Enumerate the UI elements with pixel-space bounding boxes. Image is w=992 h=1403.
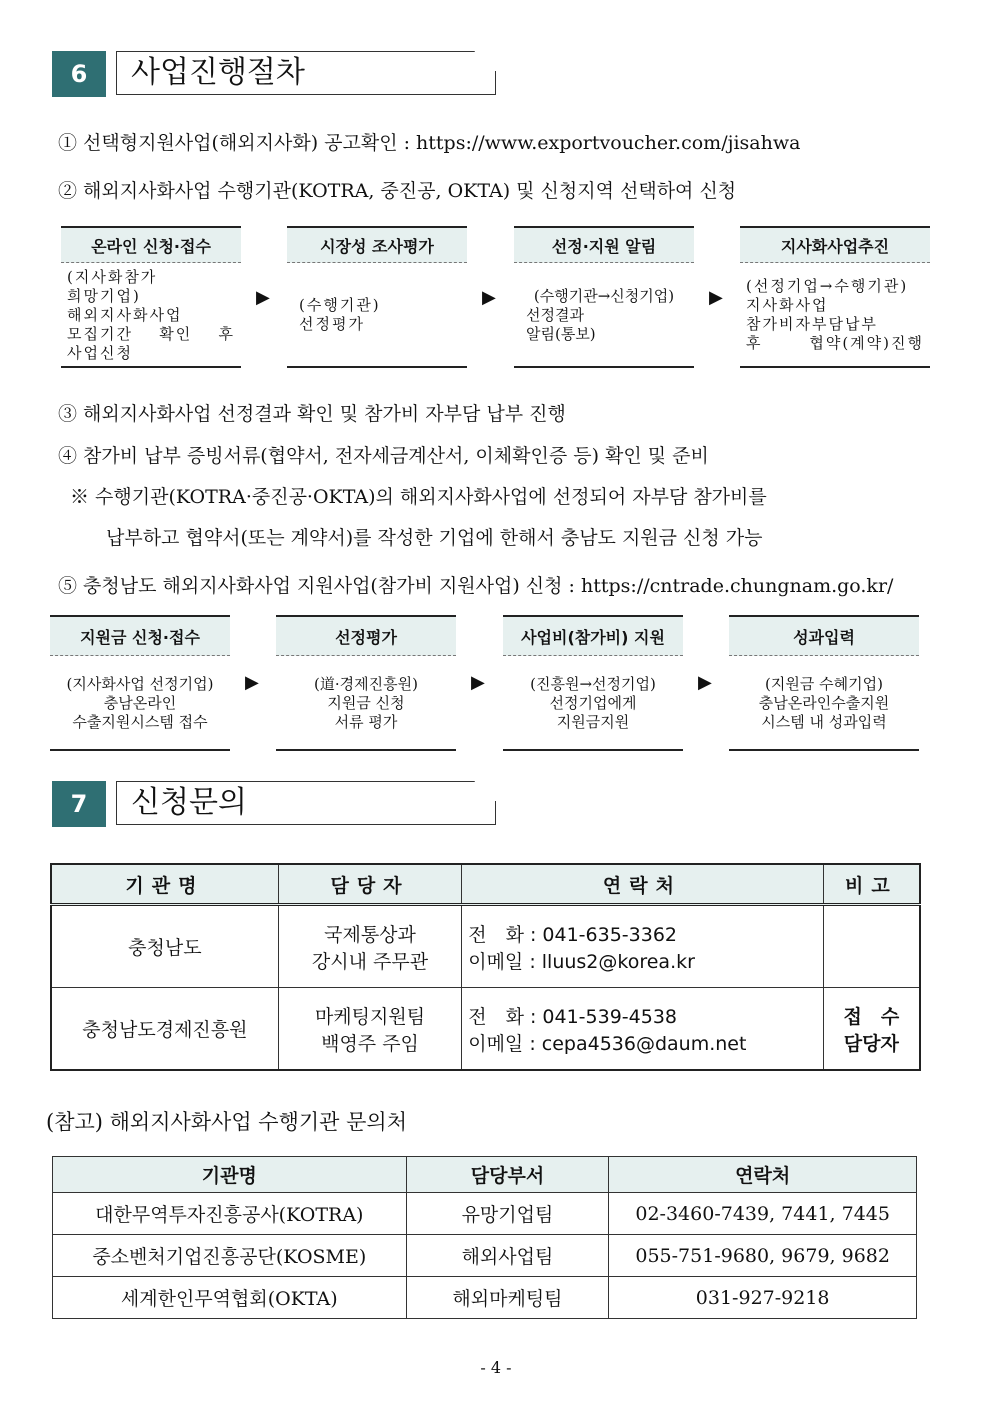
flow-line: (수행기관→신청기업) [533, 286, 675, 305]
flow1-box-3 [514, 226, 694, 368]
person-dept: 국제통상과 [324, 923, 416, 946]
step-1: ① 선택형지원사업(해외지사화) 공고확인 : https://www.exportvoucher.com/jisahwa [58, 132, 801, 154]
contact-cell [462, 905, 823, 988]
org-cell: 충청남도 [51, 905, 278, 988]
flow-line: (진흥원→선정기업) [530, 674, 656, 693]
flow-body [514, 263, 694, 367]
phone-text: 전 화 : 041-635-3362 [468, 923, 678, 946]
reference-table [52, 1156, 917, 1319]
person-cell [278, 988, 461, 1071]
person-name: 백영주 주임 [321, 1032, 419, 1055]
flow-line: 알림(통보) [526, 324, 596, 343]
flow-head: 성과입력 [729, 617, 919, 656]
flow-line: 선정기업에게 [549, 693, 637, 712]
reference-title: (참고) 해외지사화사업 수행기관 문의처 [46, 1110, 407, 1134]
section-6-header [52, 51, 496, 97]
flow-body [287, 263, 467, 367]
flow-body [503, 656, 683, 750]
note-cell [823, 988, 920, 1071]
arrow-right-icon: ▶ [698, 672, 712, 693]
section-number: 7 [52, 781, 106, 827]
arrow-right-icon: ▶ [482, 287, 496, 308]
email-text: 이메일 : cepa4536@daum.net [468, 1032, 747, 1055]
table-row [53, 1235, 917, 1277]
section-title: 신청문의 [131, 785, 247, 820]
flow2-box-3 [503, 615, 683, 751]
org-cell: 충청남도경제진흥원 [51, 988, 278, 1071]
flow-line: 선정결과 [526, 305, 584, 324]
flow-line: 지원금지원 [556, 712, 630, 731]
flow1-box-4 [740, 226, 930, 368]
table-header-row [51, 864, 920, 905]
table-cell: 해외마케팅팀 [406, 1277, 609, 1319]
table-cell: 해외사업팀 [406, 1235, 609, 1277]
flow-line: 후 협약(계약)진행 [746, 334, 924, 352]
table-cell: 유망기업팀 [406, 1193, 609, 1235]
flow-line: 시스템 내 성과입력 [761, 712, 887, 731]
note-cell [823, 905, 920, 988]
note-line-2: 납부하고 협약서(또는 계약서)를 작성한 기업에 한해서 충남도 지원금 신청 가능 [106, 527, 763, 549]
flow2-box-4 [729, 615, 919, 751]
flow-line: 충남온라인 [103, 693, 177, 712]
flow-head: 사업비(참가비) 지원 [503, 617, 683, 656]
flow2-box-1 [50, 615, 230, 751]
note-text: 담당자 [843, 1032, 899, 1055]
section-7-header [52, 781, 496, 827]
column-header: 기관명 [53, 1157, 407, 1193]
flow-head: 지원금 신청·접수 [50, 617, 230, 656]
flow-head: 선정평가 [276, 617, 456, 656]
table-row [51, 988, 920, 1071]
email-text: 이메일 : lluus2@korea.kr [468, 950, 695, 973]
person-cell [278, 905, 461, 988]
flow-line: 선정평가 [299, 315, 365, 333]
flow-line: 수출지원시스템 접수 [72, 712, 208, 731]
column-header: 비고 [823, 864, 920, 905]
section-title: 사업진행절차 [131, 55, 305, 90]
person-name: 강시내 주무관 [311, 950, 429, 973]
flow-body [61, 263, 241, 367]
flow-line: (선정기업→수행기관) [746, 277, 909, 295]
flow-body [276, 656, 456, 750]
section-title-box [116, 51, 496, 95]
table-cell: 세계한인무역협회(OKTA) [53, 1277, 407, 1319]
contact-cell [462, 988, 823, 1071]
table-cell: 055-751-9680, 9679, 9682 [609, 1235, 917, 1277]
person-dept: 마케팅지원팀 [314, 1005, 426, 1028]
flow-head: 시장성 조사평가 [287, 228, 467, 263]
flow-line: 희망기업) [67, 286, 141, 305]
flow-head: 온라인 신청·접수 [61, 228, 241, 263]
note-line-1: ※ 수행기관(KOTRA·중진공·OKTA)의 해외지사화사업에 선정되어 자부담 참가비를 [70, 486, 767, 508]
flow-line: 서류 평가 [334, 712, 398, 731]
folded-corner-icon [472, 51, 496, 71]
flow-line: (수행기관) [299, 296, 381, 314]
step-2: ② 해외지사화사업 수행기관(KOTRA, 중진공, OKTA) 및 신청지역 선택하여 신청 [58, 180, 737, 202]
flow1-box-1 [61, 226, 241, 368]
flow-body [729, 656, 919, 750]
note-text: 접 수 [843, 1005, 900, 1028]
flow-line: (지사화참가 [67, 267, 158, 286]
section-title-box [116, 781, 496, 825]
flow-line: 해외지사화사업 [67, 305, 183, 324]
folded-corner-icon [472, 781, 496, 801]
table-header-row [53, 1157, 917, 1193]
flow-line: 지사화사업 [746, 296, 829, 314]
arrow-right-icon: ▶ [256, 287, 270, 308]
table-cell: 중소벤처기업진흥공단(KOSME) [53, 1235, 407, 1277]
contact-table [50, 863, 921, 1071]
section-number: 6 [52, 51, 106, 97]
flow-line: 참가비자부담납부 [746, 315, 878, 333]
flow-line: 지원금 신청 [327, 693, 405, 712]
step-3: ③ 해외지사화사업 선정결과 확인 및 참가비 자부담 납부 진행 [58, 403, 566, 425]
table-row [53, 1277, 917, 1319]
column-header: 담당부서 [406, 1157, 609, 1193]
flow-head: 선정·지원 알림 [514, 228, 694, 263]
flow-line: 사업신청 [67, 343, 133, 362]
table-row [53, 1193, 917, 1235]
step-4: ④ 참가비 납부 증빙서류(협약서, 전자세금계산서, 이체확인증 등) 확인 및 준비 [58, 445, 709, 467]
arrow-right-icon: ▶ [471, 672, 485, 693]
flow-body [50, 656, 230, 750]
table-row [51, 905, 920, 988]
flow-line: (지사화사업 선정기업) [66, 674, 214, 693]
page-number: - 4 - [480, 1358, 512, 1377]
table-cell: 대한무역투자진흥공사(KOTRA) [53, 1193, 407, 1235]
flow-line: (道·경제진흥원) [314, 674, 418, 693]
flow-body [740, 263, 930, 367]
column-header: 연락처 [462, 864, 823, 905]
arrow-right-icon: ▶ [245, 672, 259, 693]
step-5: ⑤ 충청남도 해외지사화사업 지원사업(참가비 지원사업) 신청 : https://cntrade.chungnam.go.kr/ [58, 575, 894, 597]
table-cell: 031-927-9218 [609, 1277, 917, 1319]
arrow-right-icon: ▶ [709, 287, 723, 308]
flow-line: (지원금 수혜기업) [765, 674, 883, 693]
flow-head: 지사화사업추진 [740, 228, 930, 263]
flow-line: 모집기간 확인 후 [67, 324, 235, 343]
column-header: 연락처 [609, 1157, 917, 1193]
flow1-box-2 [287, 226, 467, 368]
table-cell: 02-3460-7439, 7441, 7445 [609, 1193, 917, 1235]
phone-text: 전 화 : 041-539-4538 [468, 1005, 678, 1028]
flow-line: 충남온라인수출지원 [758, 693, 890, 712]
column-header: 담당자 [278, 864, 461, 905]
flow2-box-2 [276, 615, 456, 751]
column-header: 기관명 [51, 864, 278, 905]
